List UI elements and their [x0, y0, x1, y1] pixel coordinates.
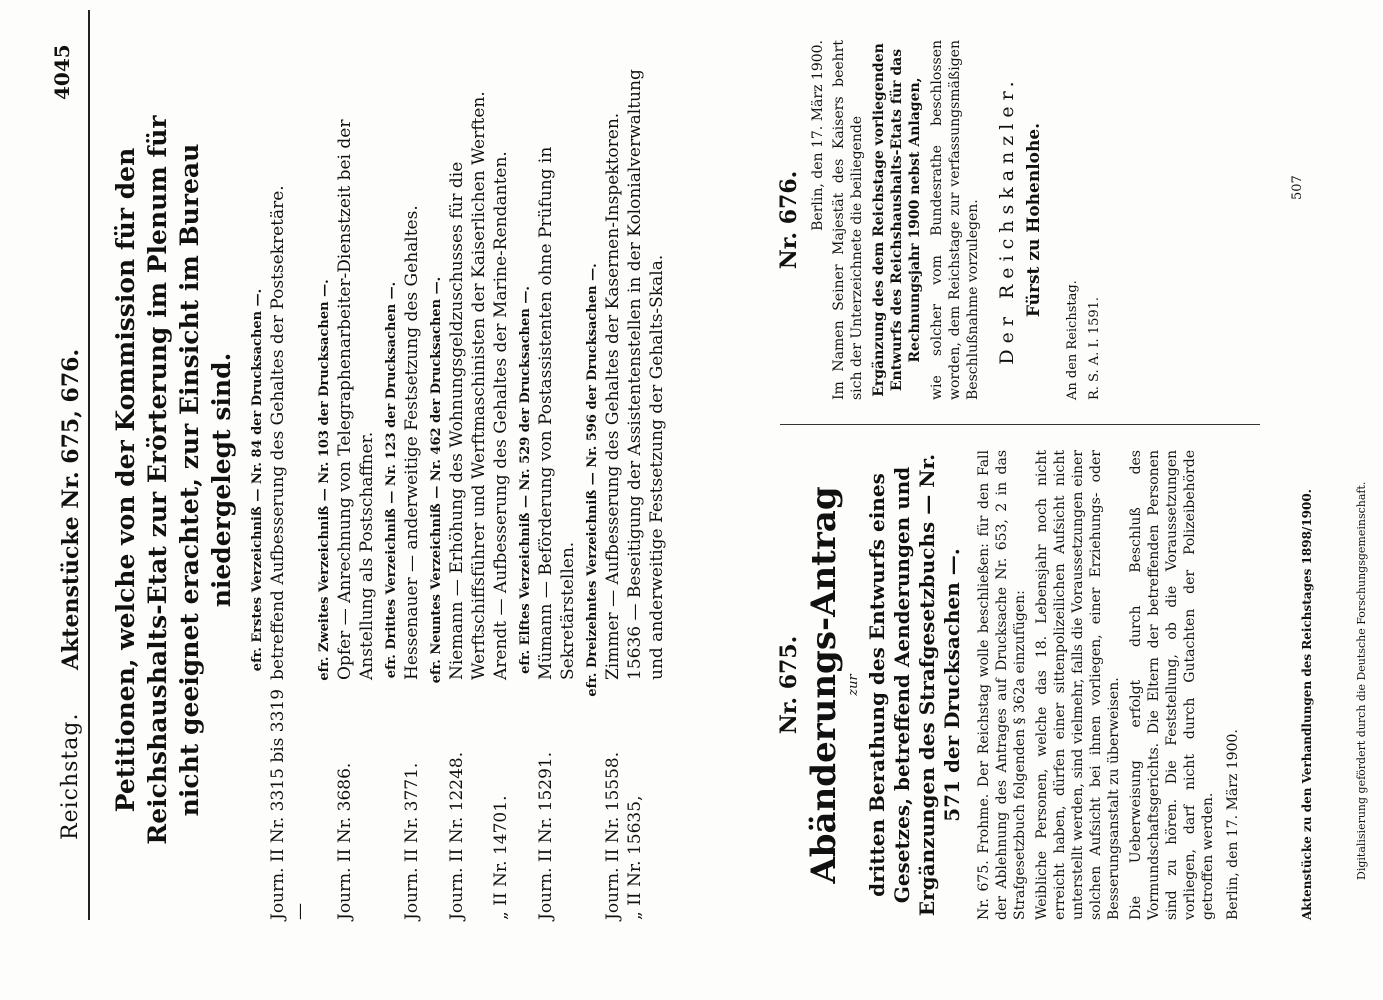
petition-text: Niemann — Erhöhung des Wohnungsgeldzuschusses für die Werftschiffsführer und Werftmaschinisten der Kaiserlichen Werften. — [447, 91, 489, 680]
petition-section — [518, 40, 579, 920]
petition-section — [317, 40, 378, 920]
petition-entry — [446, 40, 490, 920]
motion-paragraph: Nr. 675. Frohme. Der Reichstag wolle beschließen: für den Fall der Ablehnung des Antrages auf Drucksache Nr. 653, 2 in das Strafgesetzbuch folgenden § 362a einzufügen: — [976, 450, 1028, 920]
petition-section — [429, 40, 512, 920]
document-675 — [770, 450, 1241, 920]
petition-text: Hessenauer — anderweitige Festsetzung des Gehaltes. — [402, 205, 422, 680]
closing-title: Der Reichskanzler. — [996, 75, 1018, 365]
petition-section — [384, 40, 423, 920]
journal-number: Journ. II Nr. 12248. — [447, 751, 467, 920]
document-number: Nr. 676. — [776, 170, 802, 270]
section-ref: efr. Elftes Verzeichniß — Nr. 529 der Drucksachen —. — [518, 286, 533, 674]
section-ref: efr. Neuntes Verzeichniß — Nr. 462 der Drucksachen —. — [429, 276, 444, 684]
petition-text: Opfer — Anrechnung von Telegraphenarbeiter-Dienstzeit bei der Anstellung als Postschaffner. — [335, 119, 377, 680]
letter-paragraph: Im Namen Seiner Majestät des Kaisers beehrt sich der Unterzeichnete die beiliegende — [831, 40, 865, 400]
section-ref: efr. Erstes Verzeichniß — Nr. 84 der Drucksachen —. — [250, 288, 265, 672]
section-ref: efr. Zweites Verzeichniß — Nr. 103 der Drucksachen —. — [317, 279, 332, 681]
document-subtitle: dritten Berathung des Entwurfs eines Gesetzes, betreffend Aenderungen und Ergänzungen des Strafgesetzbuchs — Nr. 571 der Drucksachen —. — [865, 453, 964, 917]
page-number: 4045 — [50, 44, 74, 100]
letter-paragraph: wie solcher vom Bundesrathe beschlossen worden, dem Reichstage zur verfassungsmäßigen Beschlußnahme vorzulegen. — [929, 40, 981, 400]
document-date: Berlin, den 17. März 1900. — [810, 40, 826, 231]
running-head-title: Aktenstücke Nr. 675, 676. — [58, 348, 84, 670]
motion-paragraph: Weibliche Personen, welche das 18. Lebensjahr noch nicht erreicht haben, dürfen einer sittenpolizeilichen Aufsicht nicht unterstellt werden, sind vielmehr, falls die Voraussetzungen einer solchen Aufsicht bei ihnen vorliegen, einer Erziehungs- oder Besserungsanstalt zu überweisen. — [1034, 450, 1122, 920]
column-divider — [780, 424, 1260, 425]
petition-entry — [401, 40, 423, 920]
folio-number: 507 — [1290, 175, 1305, 200]
document-zur: zur — [846, 674, 861, 696]
petition-entry — [267, 40, 311, 920]
journal-number: „ II Nr. 15635, — [625, 795, 645, 920]
footer-text: Aktenstücke zu den Verhandlungen des Reichstages 1898/1900. — [1300, 489, 1314, 920]
journal-number: Journ. II Nr. 3686. — [335, 762, 355, 920]
section-ref: efr. Dreizehntes Verzeichniß — Nr. 596 der Drucksachen —. — [585, 263, 600, 697]
petition-section — [250, 40, 311, 920]
journal-number: Journ. II Nr. 3771. — [402, 762, 422, 920]
petition-section — [585, 40, 668, 920]
journal-number: „ II Nr. 14701. — [491, 795, 511, 920]
petitions-column — [100, 40, 674, 920]
petition-text: Arendt — Aufbesserung des Gehaltes der Marine-Rendanten. — [491, 151, 511, 680]
journal-number: Journ. II Nr. 15558. — [603, 751, 623, 920]
petition-entry — [624, 40, 668, 920]
petition-text: betreffend Aufbesserung des Gehaltes der Postsekretäre. — [268, 185, 288, 680]
journal-number: Journ. II Nr. 3315 bis 3319 — — [268, 688, 310, 920]
petition-text: 15636 — Beseitigung der Assistentenstellen in der Kolonialverwaltung und anderweitige Festsetzung der Gehalts-Skala. — [625, 69, 667, 680]
petition-entry — [490, 40, 512, 920]
petition-entry — [602, 40, 624, 920]
dfg-credit: Digitalisierung gefördert durch die Deutsche Forschungsgemeinschaft. — [1355, 481, 1368, 880]
petition-text: Mümann — Beförderung von Postassistenten ohne Prüfung in Sekretärstellen. — [536, 146, 578, 680]
signature: Fürst zu Hohenlohe. — [1024, 122, 1044, 318]
section-ref: efr. Drittes Verzeichniß — Nr. 123 der Drucksachen —. — [384, 281, 399, 679]
letter-paragraph: Ergänzung des dem Reichstage vorliegenden Entwurfs des Reichshaushalts-Etats für das Rechnungsjahr 1900 nebst Anlagen, — [871, 43, 923, 397]
petitions-heading: Petitionen, welche von der Kommission für den Reichshaushalts-Etat zur Erörterung im Plenum für nicht geeignet erachtet, zur Einsicht im Bureau niedergelegt sind. — [111, 115, 236, 845]
header-rule — [88, 10, 90, 920]
motion-paragraph: Die Ueberweisung erfolgt durch Beschluß des Vormundschaftsgerichts. Die Eltern der betreffenden Personen sind zu hören. Die Feststellung, ob die Voraussetzungen vorliegen, darf nicht durch Gutachten der Polizeibehörde getroffen werden. — [1128, 450, 1216, 920]
addressee: An den Reichstag. — [1065, 280, 1080, 400]
document-number: Nr. 675. — [776, 635, 802, 735]
reference-number: R. S. A. I. 1591. — [1087, 296, 1102, 400]
document-title: Abänderungs-Antrag — [804, 486, 844, 884]
journal-number: Journ. II Nr. 15291. — [536, 751, 556, 920]
document-date: Berlin, den 17. März 1900. — [1225, 729, 1241, 920]
document-676 — [770, 40, 1108, 400]
petition-text: Zimmer — Aufbesserung des Gehaltes der Kasernen-Inspektoren. — [603, 112, 623, 680]
petition-entry — [535, 40, 579, 920]
petition-entry — [334, 40, 378, 920]
running-head-left: Reichstag. — [58, 712, 83, 840]
